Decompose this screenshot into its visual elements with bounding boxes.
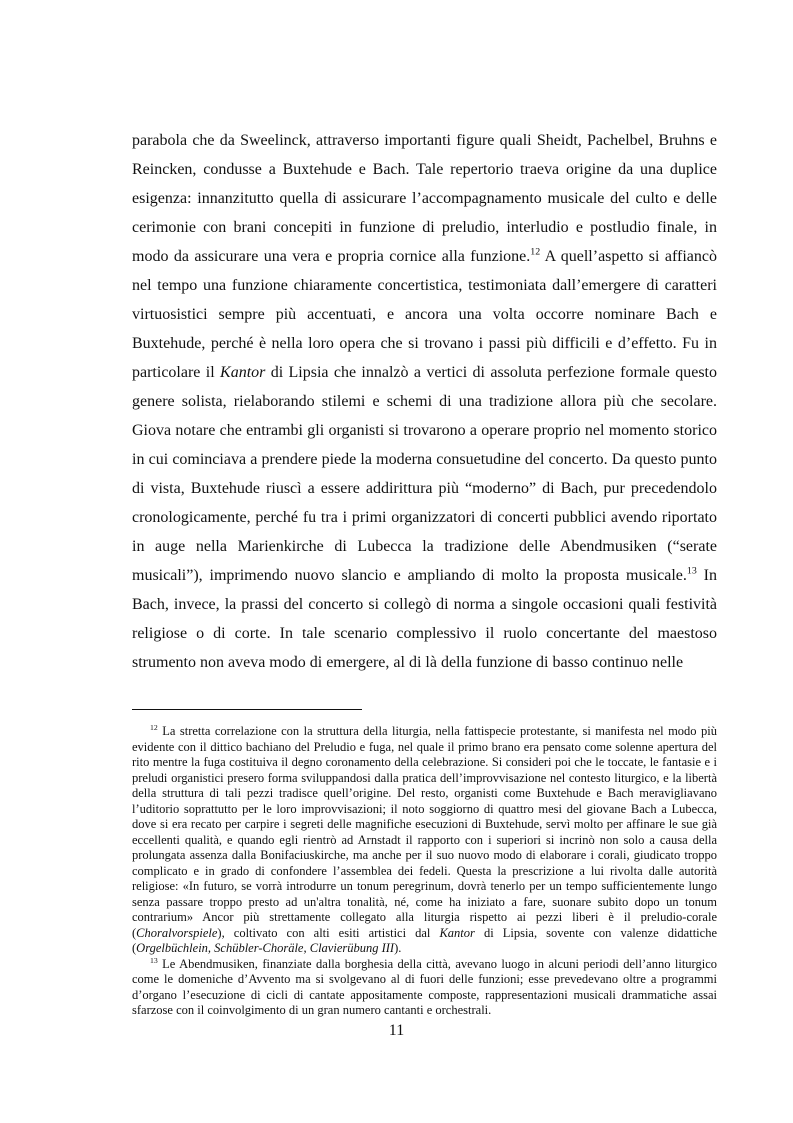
footnote-text: ), coltivato con alti esiti artistici dal: [217, 925, 440, 940]
kantor-term: Kantor: [220, 364, 266, 381]
paragraph-text: di Lipsia che innalzò a vertici di assoluta perfezione formale questo genere solista, rielaborando stilemi e schemi di una tradizione allora più che secolare. Giova notare che entrambi gli organisti si trovarono a operare proprio nel momento storico in cui cominciava a prendere piede la moderna consuetudine del concerto. Da questo punto di vista, Buxtehude riuscì a essere addirittura più “moderno” di Bach, pur precedendolo cronologicamente, perché fu tra i primi organizzatori di concerti pubblici avendo riportato in auge nella Marienkirche di Lubecca la tradizione delle Abendmusiken (“serate musicali”), imprimendo nuovo slancio e ampliando di molto la proposta musicale.: [132, 364, 717, 584]
main-paragraph: [132, 126, 717, 677]
footnote-separator: [132, 709, 362, 710]
footnote-ref-12[interactable]: 12: [530, 246, 541, 258]
footnote-number: 13: [150, 955, 158, 965]
footnote-text: di Lipsia, sovente con valenze didattiche (: [132, 925, 717, 955]
page-content: [132, 126, 717, 1019]
footnote-text: ).: [394, 941, 402, 955]
footnote-italic: Choralvorspiele: [136, 925, 218, 940]
paragraph-text: parabola che da Sweelinck, attraverso importanti figure quali Sheidt, Pachelbel, Bruhns e Reincken, condusse a Buxtehude e Bach. Tale repertorio traeva origine da una duplice esigenza: innanzitutto quella di assicurare l’accompagnamento musicale del culto e delle cerimonie con brani concepiti in funzione di preludio, interludio e postludio finale, in modo da assicurare una vera e propria cornice alla funzione.: [132, 132, 717, 265]
paragraph-text: A quell’aspetto si affiancò nel tempo una funzione chiaramente concertistica, testimoniata dall’emergere di caratteri virtuosistici sempre più accentuati, e ancora una volta occorre nominare Bach e Buxtehude, perché è nella loro opera che si trovano i passi più difficili e d’effetto. Fu in particolare il: [132, 248, 717, 381]
paragraph-text: In Bach, invece, la prassi del concerto si collegò di norma a singole occasioni quali festività religiose o di corte. In tale scenario complessivo il ruolo concertante del maestoso strumento non aveva modo di emergere, al di là della funzione di basso continuo nelle: [132, 567, 718, 671]
footnote-number: 12: [150, 722, 158, 732]
footnote-text: Le Abendmusiken, finanziate dalla borghesia della città, avevano luogo in alcuni periodi dell’anno liturgico come le domeniche d’Avvento ma si svolgevano al di fuori delle funzioni; esse prevedevano oltre a programmi d’organo l’esecuzione di cicli di cantate appositamente composte, rappresentazioni musicali drammatiche assai sfarzose con il coinvolgimento di un gran numero cantanti e orchestrali.: [132, 956, 717, 1017]
footnote-italic: Kantor: [439, 925, 475, 940]
footnote-ref-13[interactable]: 13: [686, 565, 697, 577]
footnote-13: [132, 957, 717, 1019]
footnote-12: [132, 724, 717, 957]
footnote-italic: Orgelbüchlein, Schübler-Choräle, Clavierübung III: [136, 941, 395, 955]
page-number: 11: [388, 1022, 405, 1039]
footnote-text: La stretta correlazione con la struttura della liturgia, nella fattispecie protestante, si manifesta nel modo più evidente con il dittico bachiano del Preludio e fuga, nel quale il primo brano era pensato come solenne apertura del rito mentre la fuga costituiva il degno coronamento della celebrazione. Si consideri poi che le toccate, le fantasie e i preludi organistici presero forma sviluppandosi dalla pratica dell’improvvisazione nel contesto liturgico, e la libertà della struttura di tali pezzi tradisce quell’origine. Del resto, organisti come Buxtehude e Bach meravigliavano l’uditorio soprattutto per le loro improvvisazioni; il noto soggiorno di quattro mesi del giovane Bach a Lubecca, dove si era recato per carpire i segreti delle magnifiche esecuzioni di Buxtehude, servì molto per affinare le sue già eccellenti qualità, e quando egli rientrò ad Arnstadt il rapporto con i superiori si incrinò non solo a causa della prolungata assenza dalla Bonifaciuskirche, ma anche per il suo nuovo modo di elaborare i corali, giudicato troppo complicato e in grado di confondere l’assemblea dei fedeli. Questa la prescrizione a lui rivolta dalle autorità religiose: «In futuro, se vorrà introdurre un tonum peregrinum, dovrà tenerlo per un tempo sufficientemente lungo senza passare troppo presto ad un'altra tonalità, né, come ha iniziato a fare, suonare subito dopo un tonum contrarium» Ancor più strettamente collegato alla liturgia rispetto ai pezzi liberi è il preludio-corale (: [132, 724, 717, 940]
